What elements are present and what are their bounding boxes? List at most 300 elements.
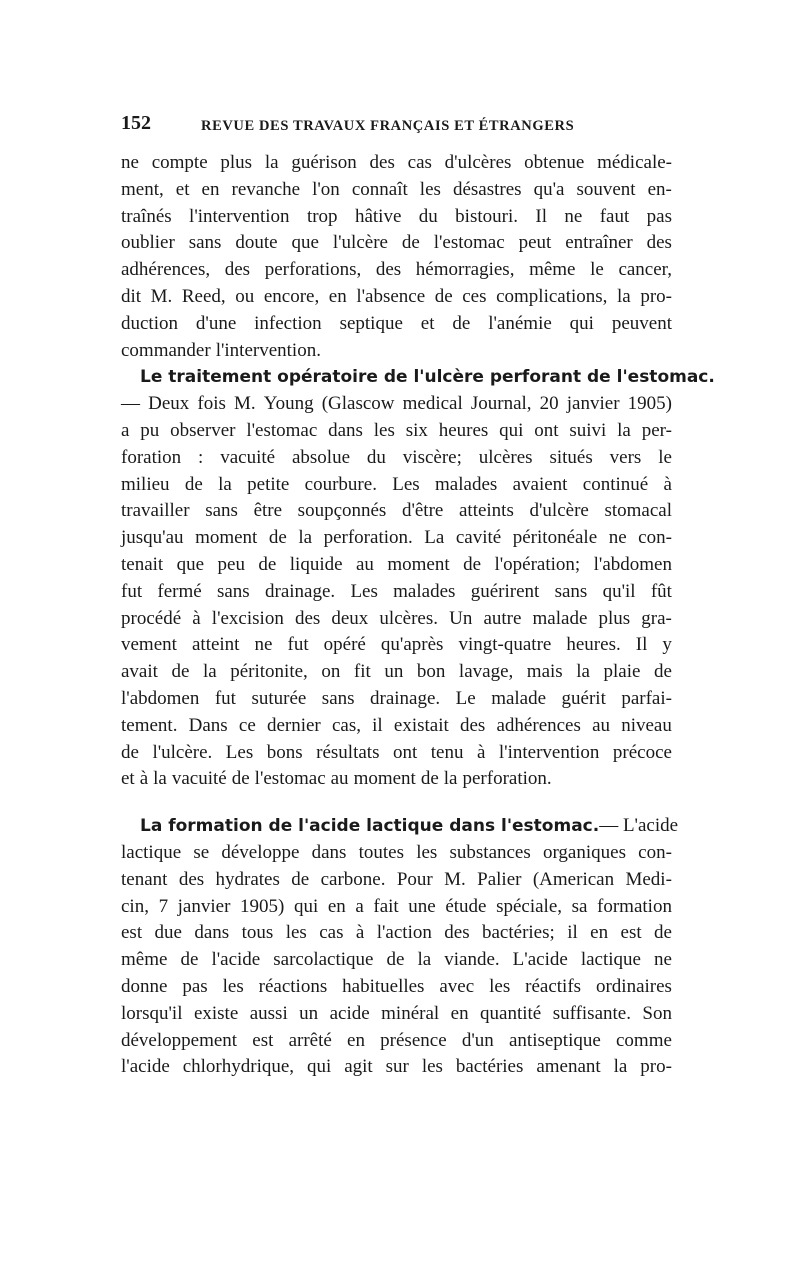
word: qui	[499, 419, 524, 441]
word: acide	[329, 1002, 370, 1024]
word: lorsqu'il	[121, 1002, 183, 1024]
word: adhérences,	[121, 259, 211, 281]
word: 7	[158, 895, 169, 917]
word: des	[224, 259, 251, 281]
word: réactions	[258, 975, 328, 997]
word: Reed,	[181, 285, 226, 307]
word: à	[192, 607, 201, 629]
word: ordinaires	[595, 975, 672, 997]
word: minéral	[381, 1002, 440, 1024]
word: fit	[353, 661, 371, 683]
word: amenant	[536, 1056, 601, 1078]
word: sans	[554, 580, 588, 602]
word: la	[617, 419, 631, 441]
text-line	[121, 766, 672, 793]
word: situés	[549, 446, 593, 468]
word: à	[476, 741, 486, 763]
word: plaie	[603, 661, 641, 683]
text-line	[121, 311, 672, 338]
word: ne	[653, 949, 672, 971]
word: moment	[387, 553, 450, 575]
word: Le	[455, 687, 476, 709]
word: l'abdomen	[593, 553, 672, 575]
word: précoce	[612, 741, 672, 763]
word: arrêté	[288, 1029, 332, 1051]
word: l'opération;	[494, 553, 581, 575]
word: foration	[121, 446, 182, 468]
word: M.	[150, 285, 173, 307]
word: niveau	[621, 714, 672, 736]
word: tous	[241, 922, 274, 944]
section-heading-text: Le traitement opératoire de l'ulcère perforant de l'estomac.	[140, 367, 715, 388]
text-line	[121, 1001, 672, 1028]
word: est	[620, 922, 642, 944]
word: entraîner	[565, 232, 633, 254]
word: un	[299, 1002, 319, 1024]
word: drainage.	[370, 687, 441, 709]
word: tenait	[121, 553, 164, 575]
word: fait	[373, 895, 399, 917]
word: plus	[598, 607, 631, 629]
word: tenant	[121, 868, 168, 890]
word: lavage,	[458, 661, 514, 683]
word: être	[253, 500, 283, 522]
word: faut	[599, 205, 630, 227]
text-line	[121, 579, 672, 606]
word: lactique	[580, 949, 641, 971]
word: bistouri.	[455, 205, 518, 227]
word: qu'a	[533, 178, 565, 200]
word: un	[384, 661, 404, 683]
word: malade	[491, 687, 547, 709]
word: Il	[535, 205, 547, 227]
word: La	[424, 527, 445, 549]
word: la	[202, 661, 217, 683]
word: des	[459, 714, 486, 736]
word: guérit	[561, 687, 606, 709]
word: pu	[140, 419, 160, 441]
word: soupçonnés	[297, 500, 387, 522]
word: les	[419, 178, 441, 200]
word: hâtive	[354, 205, 402, 227]
word: la	[617, 285, 631, 307]
word: sarcolactique	[273, 949, 374, 971]
word: obtenue	[524, 152, 585, 173]
word: sans	[205, 500, 238, 522]
word: malades	[393, 580, 456, 602]
word: de	[180, 949, 199, 971]
word: au	[592, 714, 611, 736]
word: bon	[416, 661, 446, 683]
word: mais	[526, 661, 563, 683]
word: tenu	[430, 741, 464, 763]
word: d'être	[401, 500, 444, 522]
paragraph-2	[121, 364, 715, 793]
word: cas	[407, 152, 432, 173]
word: milieu	[121, 473, 170, 495]
word: lactique	[121, 841, 182, 863]
word: organiques	[542, 841, 626, 863]
word: vingt-quatre	[458, 634, 552, 656]
word: agit	[344, 1056, 373, 1078]
word: même	[529, 259, 576, 281]
word: a	[355, 895, 364, 917]
word: développement	[121, 1029, 238, 1051]
page-number: 152	[121, 112, 151, 134]
word: deux	[331, 607, 369, 629]
word: six	[405, 419, 428, 441]
word: Pour	[396, 868, 433, 890]
word: à	[663, 473, 672, 495]
word: les	[222, 975, 244, 997]
word: on	[321, 661, 341, 683]
word: per-	[641, 419, 672, 441]
word: du	[366, 446, 386, 468]
word: l'anémie	[488, 312, 552, 334]
word: la	[153, 768, 167, 790]
word: réactifs	[525, 975, 582, 997]
word: revanche	[231, 178, 301, 200]
text-line	[121, 867, 672, 894]
word: à	[355, 922, 365, 944]
page-header	[121, 112, 681, 142]
word: la	[218, 473, 232, 495]
word: de	[291, 868, 310, 890]
word: sur	[385, 1056, 409, 1078]
text-line	[121, 525, 672, 552]
paragraph-3	[121, 813, 679, 1081]
word: Un	[449, 607, 473, 629]
word: que	[291, 232, 319, 254]
word: et	[420, 312, 435, 334]
word: Les	[350, 580, 378, 602]
word: l'abdomen	[121, 687, 200, 709]
word: et	[175, 178, 190, 200]
word: vement	[121, 634, 177, 656]
text-line	[121, 1054, 672, 1081]
word: malade	[532, 607, 588, 629]
word: de	[386, 949, 405, 971]
word: l'ulcère.	[152, 741, 213, 763]
word: Journal,	[470, 393, 532, 415]
word: ment,	[121, 178, 164, 200]
word: à	[139, 768, 149, 790]
word: en	[201, 178, 220, 200]
text-line	[121, 947, 672, 974]
text-line	[121, 204, 672, 231]
paragraph-1	[121, 150, 672, 364]
word: d'une	[195, 312, 237, 334]
text-line	[121, 257, 672, 284]
word: aussi	[249, 1002, 288, 1024]
word: l'ulcère	[332, 232, 388, 254]
word: peuvent	[611, 312, 672, 334]
word: désastres	[452, 178, 522, 200]
word: chlorhydrique,	[182, 1056, 295, 1078]
word: d'ulcère	[529, 500, 589, 522]
word: ou	[235, 285, 255, 307]
word: jusqu'au	[121, 527, 184, 549]
word: M.	[444, 868, 466, 890]
word: spéciale,	[496, 895, 563, 917]
word: péritonéale	[512, 527, 598, 549]
word: cin,	[121, 895, 149, 917]
word: adhérences	[496, 714, 581, 736]
word: développe	[221, 841, 300, 863]
word: la	[417, 949, 432, 971]
word: 20	[539, 393, 559, 415]
word: de	[258, 553, 277, 575]
text-line	[121, 391, 672, 418]
word: l'intervention	[189, 205, 290, 227]
word: moment	[195, 527, 258, 549]
word: fut	[214, 687, 236, 709]
word: les	[489, 975, 511, 997]
word: medical	[402, 393, 463, 415]
word: Dans	[188, 714, 228, 736]
word: habituelles	[342, 975, 425, 997]
word: sans	[321, 687, 355, 709]
word: substances	[449, 841, 531, 863]
word: ne	[608, 527, 627, 549]
word: comme	[616, 1029, 672, 1051]
word: moment	[353, 768, 416, 790]
word: guérirent	[470, 580, 540, 602]
word: le	[658, 446, 672, 468]
text-line	[121, 894, 672, 921]
word: de	[184, 473, 203, 495]
text-line	[121, 974, 672, 1001]
text-line	[121, 418, 672, 445]
word: drainage.	[265, 580, 336, 602]
word: des	[375, 259, 402, 281]
word: formation	[597, 895, 672, 917]
word: M.	[233, 393, 256, 415]
word: l'estomac	[254, 768, 326, 790]
word: carbone.	[320, 868, 386, 890]
word: Young	[263, 393, 314, 415]
word: avaient	[512, 473, 568, 495]
word: absolue	[291, 446, 351, 468]
word: septique	[339, 312, 403, 334]
word: de	[401, 232, 420, 254]
word: ces	[462, 285, 487, 307]
word: toutes	[358, 841, 405, 863]
word: con-	[638, 841, 672, 863]
word: 1905)	[627, 393, 672, 415]
word: antiseptique	[508, 1029, 601, 1051]
word: avec	[439, 975, 475, 997]
text-line	[121, 445, 672, 472]
word: en	[327, 895, 346, 917]
word: d'ulcères	[444, 152, 512, 173]
word: médicale-	[597, 152, 672, 173]
word: bactéries;	[482, 922, 555, 944]
word: peu	[217, 553, 245, 575]
word: l'intervention	[498, 741, 600, 763]
word: sa	[571, 895, 588, 917]
word: de	[268, 527, 287, 549]
word: ulcères	[478, 446, 533, 468]
text-line	[121, 177, 672, 204]
word: cas	[319, 922, 344, 944]
word: peut	[518, 232, 552, 254]
word: est	[121, 922, 143, 944]
word: parfai-	[621, 687, 672, 709]
word: infection	[254, 312, 322, 334]
section-heading	[121, 364, 715, 391]
word: Medi-	[625, 868, 672, 890]
word: l'estomac	[246, 419, 318, 441]
word: traînés	[121, 205, 172, 227]
word: heures	[438, 419, 489, 441]
word: continué	[582, 473, 649, 495]
word: atteints	[458, 500, 514, 522]
word: et	[121, 768, 135, 790]
word: de	[434, 285, 453, 307]
word: ont	[392, 741, 418, 763]
text-line	[121, 284, 672, 311]
word: l'acide	[121, 1056, 170, 1078]
word: le	[590, 259, 604, 281]
word: sans	[216, 580, 250, 602]
word: due	[154, 922, 182, 944]
text-line	[121, 606, 672, 633]
word: opéré	[323, 634, 366, 656]
word: existe	[193, 1002, 239, 1024]
word: perforations,	[264, 259, 362, 281]
word: présence	[380, 1029, 447, 1051]
word: courbure.	[304, 473, 377, 495]
word: 1905)	[240, 895, 285, 917]
word: procédé	[121, 607, 182, 629]
word: les	[416, 841, 438, 863]
word: dans	[328, 419, 363, 441]
word: janvier	[177, 895, 231, 917]
word: quantité	[480, 1002, 542, 1024]
word: résultats	[316, 741, 380, 763]
word: étude	[445, 895, 487, 917]
word: connaît	[351, 178, 408, 200]
word: liquide	[289, 553, 343, 575]
text-line	[121, 552, 672, 579]
word: même	[121, 949, 168, 971]
text-line	[121, 632, 672, 659]
word: hydrates	[215, 868, 280, 890]
text-line	[121, 472, 672, 499]
section-heading-text: La formation de l'acide lactique dans l'estomac.	[140, 816, 600, 837]
word: la	[298, 527, 313, 549]
word: est	[252, 1029, 274, 1051]
word: la	[576, 661, 590, 683]
word: stomacal	[604, 500, 672, 522]
word: y	[662, 634, 672, 656]
word: fut	[121, 580, 143, 602]
word: (Glascow	[321, 393, 395, 415]
word: autre	[483, 607, 522, 629]
word: en-	[647, 178, 672, 200]
word: l'on	[312, 178, 340, 200]
text-line	[121, 740, 672, 767]
word: a	[121, 419, 130, 441]
text-line	[121, 686, 672, 713]
text-line	[121, 713, 672, 740]
word: —	[121, 393, 140, 415]
word: tement.	[121, 714, 178, 736]
word: qui	[306, 1056, 332, 1078]
word: fois	[197, 393, 226, 415]
word: Son	[642, 1002, 672, 1024]
word: des	[294, 607, 321, 629]
section-heading	[121, 813, 679, 840]
word: cancer,	[618, 259, 672, 281]
word: souvent	[576, 178, 636, 200]
word: fût	[650, 580, 672, 602]
word: des	[444, 922, 470, 944]
word: l'estomac	[433, 232, 505, 254]
word: malades	[435, 473, 498, 495]
word: (American	[532, 868, 615, 890]
text-line	[121, 338, 672, 365]
word: de	[463, 553, 482, 575]
word: compte	[151, 152, 208, 173]
word: donne	[121, 975, 168, 997]
text-line	[121, 920, 672, 947]
word: fut	[287, 634, 309, 656]
word: doute	[235, 232, 278, 254]
word: la	[264, 152, 279, 173]
word: l'intervention.	[215, 339, 321, 361]
word: de	[231, 768, 250, 790]
word: dans	[194, 922, 230, 944]
word: vers	[609, 446, 642, 468]
word: de	[171, 661, 190, 683]
word: suivi	[569, 419, 607, 441]
word: travailler	[121, 500, 190, 522]
word: une	[408, 895, 436, 917]
word: il	[372, 714, 383, 736]
word: en	[450, 1002, 469, 1024]
word: suturée	[251, 687, 307, 709]
word: au	[355, 553, 374, 575]
word: péritonite,	[230, 661, 308, 683]
word: ont	[534, 419, 559, 441]
word: Les	[392, 473, 420, 495]
word: viande.	[444, 949, 500, 971]
word: Il	[635, 634, 648, 656]
word: vacuité	[220, 446, 276, 468]
word: commander	[121, 339, 211, 361]
word: L'acide	[512, 949, 568, 971]
word: qui	[569, 312, 594, 334]
word: fermé	[157, 580, 202, 602]
word: l'absence	[356, 285, 426, 307]
word: des	[369, 152, 395, 173]
word: dernier	[266, 714, 321, 736]
word: perforation.	[462, 768, 552, 790]
running-title: REVUE DES TRAVAUX FRANÇAIS ET ÉTRANGERS	[201, 118, 575, 134]
word: la	[613, 1056, 628, 1078]
word: suffisante.	[552, 1002, 631, 1024]
word: cavité	[455, 527, 502, 549]
word: de	[420, 768, 439, 790]
word: dans	[311, 841, 347, 863]
word: sans	[188, 232, 222, 254]
word: pro-	[640, 1056, 672, 1078]
word: dit	[121, 285, 142, 307]
word: guérison	[291, 152, 357, 173]
text-line	[121, 659, 672, 686]
